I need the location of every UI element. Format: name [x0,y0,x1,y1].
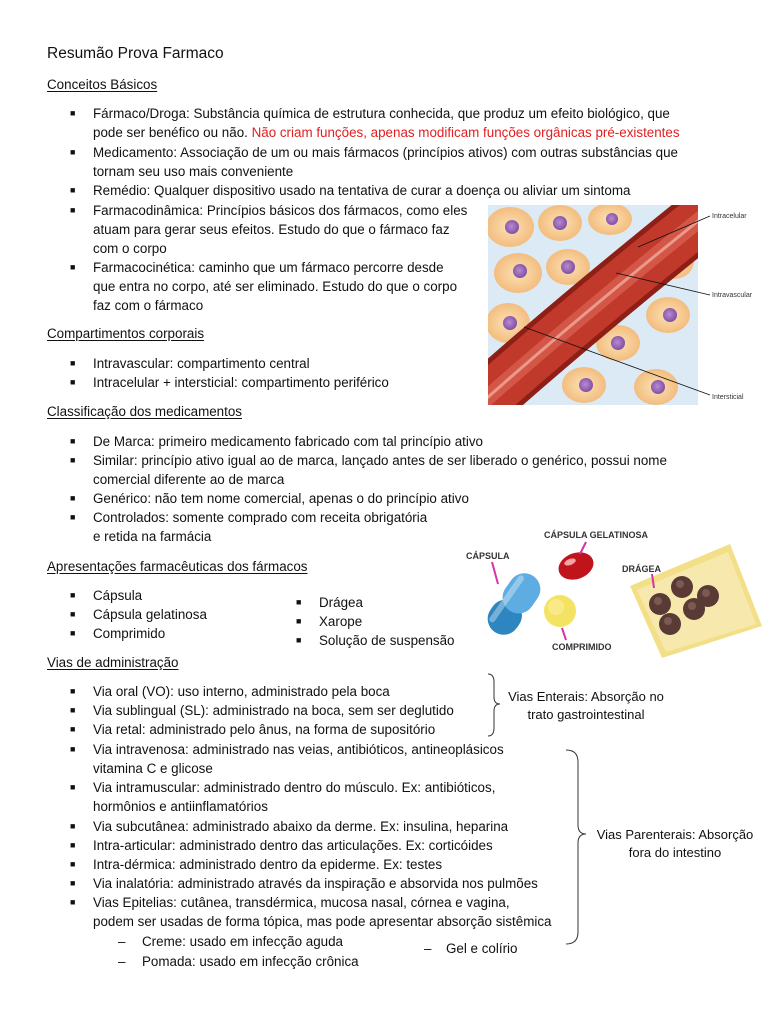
item-similar-line1: Similar: princípio ativo igual ao de marca, lançado antes de ser liberado o genérico, possui nome [93,453,667,468]
item-farmaco-line1: Fármaco/Droga: Substância química de estrutura conhecida, que produz um efeito biológico, que [93,106,670,121]
bullet-icon: ■ [70,455,76,465]
section-basic: Conceitos Básicos [47,77,158,92]
item-via-oral: Via oral (VO): uso interno, administrado pela boca [93,684,390,699]
item-via-intramuscular-line1: Via intramuscular: administrado dentro do músculo. Ex: antibióticos, [93,780,496,795]
bullet-icon: ■ [70,108,76,118]
label-dragea: DRÁGEA [622,564,662,574]
bullet-icon: ■ [70,609,76,619]
item-farmacodinamica-line1: Farmacodinâmica: Princípios básicos dos fármacos, como eles [93,203,468,218]
item-medicamento-line1: Medicamento: Associação de um ou mais fármacos (princípios ativos) com outras substâncias que [93,145,678,160]
item-farmacocinetica-line1: Farmacocinética: caminho que um fármaco percorre desde [93,260,444,275]
bullet-icon: ■ [70,512,76,522]
item-capsula: Cápsula [93,588,143,603]
item-farmacodinamica-line2: atuam para gerar seus efeitos. Estudo do que o fármaco faz [93,222,450,237]
item-farmacocinetica-line3: faz com o fármaco [93,298,204,313]
item-comprimido: Comprimido [93,626,166,641]
item-gel-colirio: Gel e colírio [446,941,518,956]
item-intra-dermica: Intra-dérmica: administrado dentro da epiderme. Ex: testes [93,857,443,872]
item-vias-epitelias-line2: podem ser usadas de forma tópica, mas pode apresentar absorção sistêmica [93,914,552,929]
bullet-icon: ■ [70,705,76,715]
label-intersticial: Intersticial [712,394,744,401]
item-xarope: Xarope [319,614,363,629]
item-farmaco-line2 [93,123,680,142]
farmaco-line2-text: pode ser benéfico ou não. [93,125,252,140]
item-dragea: Drágea [319,595,363,610]
item-via-intravenosa-line2: vitamina C e glicose [93,761,213,776]
bullet-icon: ■ [70,897,76,907]
item-farmacocinetica-line2: que entra no corpo, até ser eliminado. Estudo do que o corpo [93,279,458,294]
bullet-icon: ■ [70,628,76,638]
item-solucao: Solução de suspensão [319,633,455,648]
bullet-icon: ■ [70,821,76,831]
section-presentations: Apresentações farmacêuticas dos fármacos [47,559,308,574]
bullet-icon: ■ [70,493,76,503]
bullet-icon: ■ [296,616,302,626]
section-routes: Vias de administração [47,655,179,670]
section-classification: Classificação dos medicamentos [47,404,242,419]
bullet-icon: ■ [70,840,76,850]
item-via-subcutanea: Via subcutânea: administrado abaixo da derme. Ex: insulina, heparina [93,819,509,834]
label-intravascular: Intravascular [712,292,753,299]
item-vias-epitelias-line1: Vias Epitelias: cutânea, transdérmica, mucosa nasal, córnea e vagina, [93,895,510,910]
compartments-figure [488,205,758,405]
item-creme: Creme: usado em infecção aguda [142,934,343,949]
item-capsula-gelatinosa: Cápsula gelatinosa [93,607,207,622]
item-marca: De Marca: primeiro medicamento fabricado com tal princípio ativo [93,434,483,449]
bullet-icon: ■ [70,686,76,696]
tablet-pill [544,595,576,627]
item-controlados-line1: Controlados: somente comprado com receita obrigatória [93,510,428,525]
bullet-icon: ■ [70,859,76,869]
label-intracelular: Intracelular [712,213,747,220]
item-intravascular: Intravascular: compartimento central [93,356,310,371]
item-controlados-line2: e retida na farmácia [93,529,212,544]
bullet-icon: ■ [70,147,76,157]
item-pomada: Pomada: usado em infecção crônica [142,954,359,969]
bullet-icon: ■ [70,744,76,754]
parenterais-label-line1: Vias Parenterais: Absorção [596,827,754,842]
bullet-icon: ■ [70,590,76,600]
document-title: Resumão Prova Farmaco [47,45,224,62]
item-via-intravenosa-line1: Via intravenosa: administrado nas veias, antibióticos, antineoplásicos [93,742,504,757]
item-farmacodinamica-line3: com o corpo [93,241,167,256]
bullet-icon: ■ [70,724,76,734]
item-via-sublingual: Via sublingual (SL): administrado na boca, sem ser deglutido [93,703,454,718]
bullet-icon: ■ [296,635,302,645]
bullet-icon: ■ [70,262,76,272]
figure-artwork [488,205,718,405]
item-similar-line2: comercial diferente ao de marca [93,472,285,487]
bullet-icon: ■ [70,377,76,387]
item-via-retal: Via retal: administrado pelo ânus, na forma de supositório [93,722,436,737]
bullet-icon: ■ [70,358,76,368]
pills-figure [462,516,762,658]
section-compartments: Compartimentos corporais [47,326,205,341]
parenterais-label-line2: fora do intestino [628,845,722,860]
dash-icon: – [424,941,432,956]
bullet-icon: ■ [296,597,302,607]
bullet-icon: ■ [70,878,76,888]
parenterais-brace [566,750,586,944]
dash-icon: – [118,934,126,949]
enterais-label-line1: Vias Enterais: Absorção no [508,689,664,704]
farmaco-highlight: Não criam funções, apenas modificam funções orgânicas pré-existentes [251,125,680,140]
bullet-icon: ■ [70,782,76,792]
item-remedio: Remédio: Qualquer dispositivo usado na tentativa de curar a doença ou aliviar um sintoma [93,183,631,198]
item-via-inalatoria: Via inalatória: administrado através da inspiração e absorvida nos pulmões [93,876,538,891]
dash-icon: – [118,954,126,969]
label-comprimido: COMPRIMIDO [552,642,612,652]
enterais-label-line2: trato gastrointestinal [527,707,645,722]
item-medicamento-line2: tornam seu uso mais conveniente [93,164,294,179]
label-capsula: CÁPSULA [466,551,510,561]
label-capsula-gelatinosa: CÁPSULA GELATINOSA [544,530,649,540]
bullet-icon: ■ [70,436,76,446]
item-generico: Genérico: não tem nome comercial, apenas o do princípio ativo [93,491,469,506]
item-via-intramuscular-line2: hormônios e antiinflamatórios [93,799,268,814]
item-intracelular: Intracelular + intersticial: compartimento periférico [93,375,389,390]
bullet-icon: ■ [70,185,76,195]
bullet-icon: ■ [70,205,76,215]
item-intra-articular: Intra-articular: administrado dentro das articulações. Ex: corticóides [93,838,493,853]
